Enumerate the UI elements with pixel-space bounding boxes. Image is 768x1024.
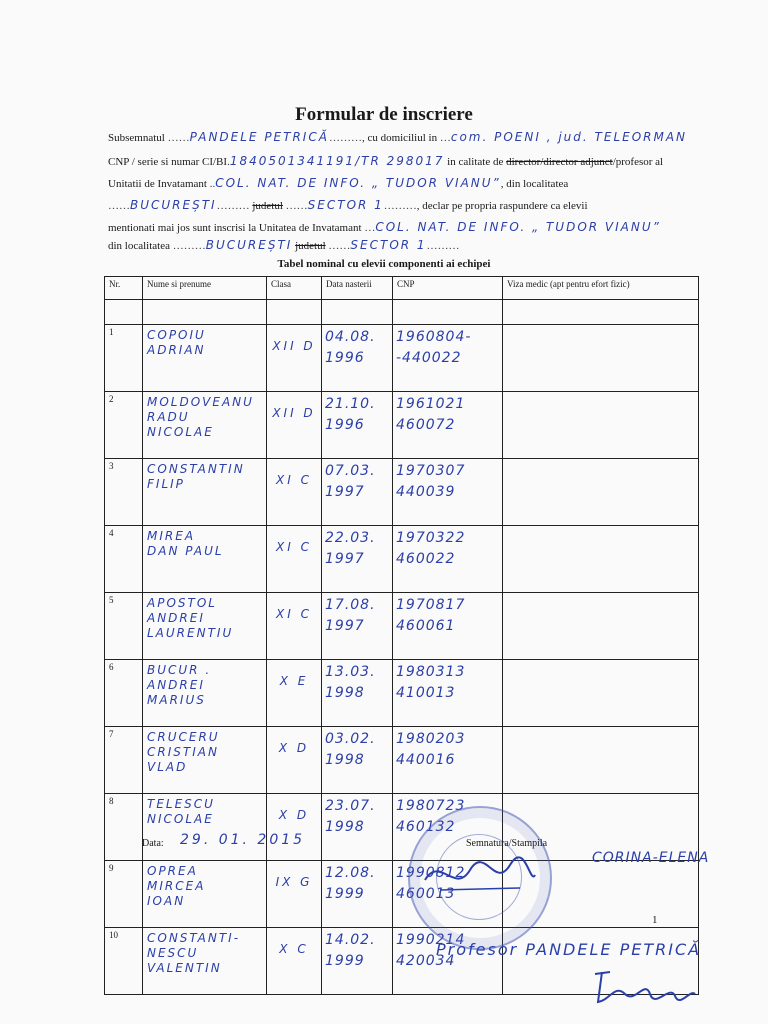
struck-role: director/director adjunct — [506, 156, 613, 168]
label-domiciliu: , cu domiciliul in — [361, 132, 438, 144]
line-localitate-2: din localitatea ………BUCUREȘTI judetul ……SECTOR 1……… — [108, 238, 460, 252]
header-cnp: CNP — [393, 277, 503, 300]
cell-data: 14.02. 1999 — [322, 928, 393, 995]
cell-cnp: 1980723 460132 — [393, 794, 503, 861]
cell-viza — [503, 526, 699, 593]
page-number: 1 — [652, 914, 658, 926]
line-subsemnatul: Subsemnatul ……PANDELE PETRICĂ………, cu domiciliul in …com. POENI , jud. TELEORMAN — [108, 130, 688, 144]
date-label: Data: — [142, 838, 164, 849]
cell-data: 07.03. 1997 — [322, 459, 393, 526]
hw-school-2: COL. NAT. DE INFO. „ TUDOR VIANU” — [375, 220, 661, 234]
table-row — [105, 325, 699, 392]
cell-name: OPREA MIRCEA IOAN — [143, 861, 267, 928]
cell-nr: 6 — [105, 660, 143, 727]
cell-data: 03.02. 1998 — [322, 727, 393, 794]
cell-clasa: XI C — [267, 593, 322, 660]
hw-address: com. POENI , jud. TELEORMAN — [450, 130, 688, 144]
cell-cnp: 1970322 460022 — [393, 526, 503, 593]
cell-clasa: XII D — [267, 325, 322, 392]
table-row — [105, 526, 699, 593]
line-mentionati: mentionati mai jos sunt inscrisi la Unitatea de Invatamant …COL. NAT. DE INFO. „ TUDOR VIANU” — [108, 220, 661, 234]
table-row — [105, 727, 699, 794]
header-data-nasterii: Data nasterii — [322, 277, 393, 300]
cell-viza — [503, 392, 699, 459]
cell-nr: 9 — [105, 861, 143, 928]
cell-clasa: IX G — [267, 861, 322, 928]
signature-label: Semnatura/Stampila — [466, 838, 548, 849]
header-nr: Nr. — [105, 277, 143, 300]
table-row — [105, 660, 699, 727]
cell-cnp: 1980203 440016 — [393, 727, 503, 794]
line-cnp: CNP / serie si numar CI/BI.1840501341191/TR 298017 in calitate de director/director adjunct/profesor al — [108, 154, 664, 168]
cell-cnp: 1990214 420034 — [393, 928, 503, 995]
cell-clasa: X D — [267, 794, 322, 861]
label-localitatea-2: din localitatea — [108, 240, 170, 252]
form-title: Formular de inscriere — [295, 104, 473, 125]
header-viza-medic: Viza medic (apt pentru efort fizic) — [503, 277, 699, 300]
table-row — [105, 861, 699, 928]
hw-date: 29. 01. 2015 — [180, 832, 306, 848]
label-declar: , declar pe propria raspundere ca elevii — [416, 200, 588, 212]
cell-clasa: X D — [267, 727, 322, 794]
struck-judet-2: judetul — [295, 240, 326, 252]
cell-viza — [503, 325, 699, 392]
hw-id-number: 1840501341191/TR 298017 — [229, 154, 445, 168]
struck-judet: judetul — [252, 200, 283, 212]
hw-sector: SECTOR 1 — [307, 198, 384, 212]
cell-clasa: X C — [267, 928, 322, 995]
cell-viza — [503, 593, 699, 660]
table-row — [105, 593, 699, 660]
label-calitate: in calitate de — [444, 156, 507, 168]
cell-data: 22.03. 1997 — [322, 526, 393, 593]
cell-clasa: XII D — [267, 392, 322, 459]
director-signature-scribble — [420, 850, 540, 900]
cell-cnp: 1960804- -440022 — [393, 325, 503, 392]
table-title: Tabel nominal cu elevii componenti ai echipei — [277, 258, 491, 270]
professor-signature-scribble — [590, 964, 700, 1008]
students-table — [104, 276, 702, 995]
cell-name: CRUCERU CRISTIAN VLAD — [143, 727, 267, 794]
hw-director-name: CORINA-ELENA — [592, 850, 710, 866]
cell-name: CONSTANTIN FILIP — [143, 459, 267, 526]
cell-viza — [503, 727, 699, 794]
header-nume: Nume si prenume — [143, 277, 267, 300]
hw-sector-2: SECTOR 1 — [350, 238, 427, 252]
table-header-row — [105, 277, 699, 300]
cell-name: CONSTANTI- NESCU VALENTIN — [143, 928, 267, 995]
cell-clasa: XI C — [267, 459, 322, 526]
cell-nr: 8 — [105, 794, 143, 861]
label-profesor: /profesor al — [612, 156, 664, 168]
cell-name: BUCUR . ANDREI MARIUS — [143, 660, 267, 727]
cell-name: TELESCU NICOLAE — [143, 794, 267, 861]
cell-cnp: 1961021 460072 — [393, 392, 503, 459]
cell-cnp: 1970817 460061 — [393, 593, 503, 660]
cell-nr: 1 — [105, 325, 143, 392]
line-unitate: Unitatii de Invatamant ..COL. NAT. DE INFO. „ TUDOR VIANU”, din localitatea — [108, 176, 569, 190]
cell-cnp: 1990812 460013 — [393, 861, 503, 928]
cell-name: MOLDOVEANU RADU NICOLAE — [143, 392, 267, 459]
header-clasa: Clasa — [267, 277, 322, 300]
cell-nr: 4 — [105, 526, 143, 593]
cell-cnp: 1970307 440039 — [393, 459, 503, 526]
hw-teacher-name: PANDELE PETRICĂ — [189, 130, 329, 144]
cell-nr: 5 — [105, 593, 143, 660]
label-mentionati: mentionati mai jos sunt inscrisi la Unitatea de Invatamant — [108, 222, 362, 234]
cell-data: 17.08. 1997 — [322, 593, 393, 660]
cell-name: MIREA DAN PAUL — [143, 526, 267, 593]
cell-data: 12.08. 1999 — [322, 861, 393, 928]
table-spacer-row — [105, 300, 699, 325]
label-unitate: Unitatii de Invatamant — [108, 178, 207, 190]
cell-data: 04.08. 1996 — [322, 325, 393, 392]
label-localitatea: , din localitatea — [500, 178, 569, 190]
cell-nr: 3 — [105, 459, 143, 526]
cell-viza — [503, 660, 699, 727]
hw-city: BUCUREȘTI — [130, 198, 217, 212]
cell-nr: 10 — [105, 928, 143, 995]
line-localitate: ……BUCUREȘTI……… judetul ……SECTOR 1………, declar pe propria raspundere ca elevii — [108, 198, 588, 212]
cell-name: APOSTOL ANDREI LAURENTIU — [143, 593, 267, 660]
cell-nr: 7 — [105, 727, 143, 794]
cell-data: 21.10. 1996 — [322, 392, 393, 459]
cell-clasa: X E — [267, 660, 322, 727]
hw-school: COL. NAT. DE INFO. „ TUDOR VIANU” — [215, 176, 501, 190]
cell-cnp: 1980313 410013 — [393, 660, 503, 727]
table-row — [105, 459, 699, 526]
hw-city-2: BUCUREȘTI — [205, 238, 293, 252]
label-cnp: CNP / serie si numar CI/BI — [108, 156, 228, 168]
cell-viza — [503, 459, 699, 526]
hw-professor-signature: Profesor PANDELE PETRICĂ — [436, 940, 702, 959]
cell-nr: 2 — [105, 392, 143, 459]
cell-name: COPOIU ADRIAN — [143, 325, 267, 392]
cell-data: 13.03. 1998 — [322, 660, 393, 727]
cell-clasa: XI C — [267, 526, 322, 593]
cell-data: 23.07. 1998 — [322, 794, 393, 861]
label-subsemnatul: Subsemnatul — [108, 132, 165, 144]
table-row — [105, 392, 699, 459]
